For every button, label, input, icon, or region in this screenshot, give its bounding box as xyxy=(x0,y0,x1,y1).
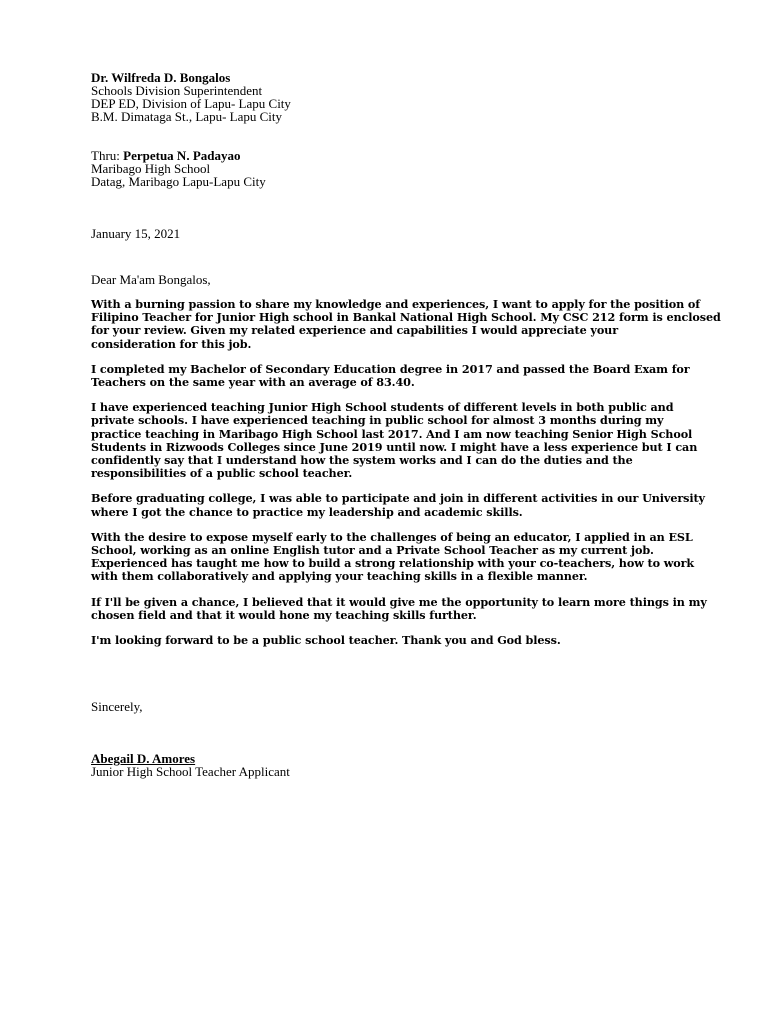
body-line: I completed my Bachelor of Secondary Education degree in 2017 and passed the Board Exam for xyxy=(91,361,690,376)
body-line: with them collaboratively and applying your teaching skills in a flexible manner. xyxy=(91,569,588,584)
letter-body xyxy=(91,297,721,648)
cover-letter xyxy=(91,70,721,780)
signature-title: Junior High School Teacher Applicant xyxy=(91,764,290,780)
recipient-block xyxy=(91,71,681,123)
closing-text: Sincerely, xyxy=(91,699,143,715)
body-line: private schools. I have experienced teaching in public school for almost 3 months during my xyxy=(91,413,664,428)
signature-block xyxy=(91,752,681,778)
body-line: chosen field and that it would hone my teaching skills further. xyxy=(91,607,477,622)
recipient-address: B.M. Dimataga St., Lapu- Lapu City xyxy=(91,109,283,124)
body-line: consideration for this job. xyxy=(91,336,252,351)
body-line: I'm looking forward to be a public school teacher. Thank you and God bless. xyxy=(91,633,561,648)
body-line: With the desire to expose myself early to the challenges of being an educator, I applied in an ESL xyxy=(91,529,693,544)
body-line: Teachers on the same year with an average of 83.40. xyxy=(91,375,415,390)
date-text: January 15, 2021 xyxy=(91,226,181,241)
body-paragraph-7 xyxy=(91,634,681,647)
body-paragraph-6 xyxy=(91,594,707,622)
thru-school: Maribago High School xyxy=(91,161,211,176)
body-paragraph-1 xyxy=(91,297,721,351)
thru-address: Datag, Maribago Lapu-Lapu City xyxy=(91,174,266,189)
recipient-office: DEP ED, Division of Lapu- Lapu City xyxy=(91,96,291,111)
body-line: With a burning passion to share my knowledge and experiences, I want to apply for the position of xyxy=(91,297,701,311)
recipient-name: Dr. Wilfreda D. Bongalos xyxy=(91,70,231,85)
body-line: Filipino Teacher for Junior High school in Bankal National High School. My CSC 212 form is enclosed xyxy=(91,310,721,325)
body-line: School, working as an online English tutor and a Private School Teacher as my current job. xyxy=(91,543,654,558)
closing xyxy=(91,700,681,713)
body-line: responsibilities of a public school teacher. xyxy=(91,466,353,481)
body-line: Experienced has taught me how to build a strong relationship with your co-teachers, how to work xyxy=(91,556,695,571)
body-paragraph-3 xyxy=(91,400,698,481)
body-line: practice teaching in Maribago High School last 2017. And I am now teaching Senior High School xyxy=(91,426,693,441)
body-line: Students in Rizwoods Colleges since June 2019 until now. I might have a less experience but I can xyxy=(91,439,698,454)
body-line: where I got the chance to practice my leadership and academic skills. xyxy=(91,504,523,519)
recipient-title: Schools Division Superintendent xyxy=(91,83,263,98)
body-line: Before graduating college, I was able to participate and join in different activities in our University xyxy=(91,491,705,506)
body-line: I have experienced teaching Junior High School students of different levels in both public and xyxy=(91,400,674,415)
letter-date xyxy=(91,227,681,240)
body-line: If I'll be given a chance, I believed that it would give me the opportunity to learn more things in my xyxy=(91,594,707,609)
body-paragraph-2 xyxy=(91,361,690,390)
body-paragraph-5 xyxy=(91,529,695,584)
signature-name: Abegail D. Amores xyxy=(91,751,196,767)
salutation xyxy=(91,273,681,286)
body-paragraph-4 xyxy=(91,491,705,519)
thru-name: Perpetua N. Padayao xyxy=(123,148,241,163)
salutation-text: Dear Ma'am Bongalos, xyxy=(91,272,211,287)
thru-block xyxy=(91,149,681,188)
thru-prefix: Thru: xyxy=(91,148,124,163)
body-line: for your review. Given my related experience and capabilities I would appreciate your xyxy=(91,323,619,338)
body-line: confidently say that I understand how the system works and I can do the duties and the xyxy=(91,453,633,468)
